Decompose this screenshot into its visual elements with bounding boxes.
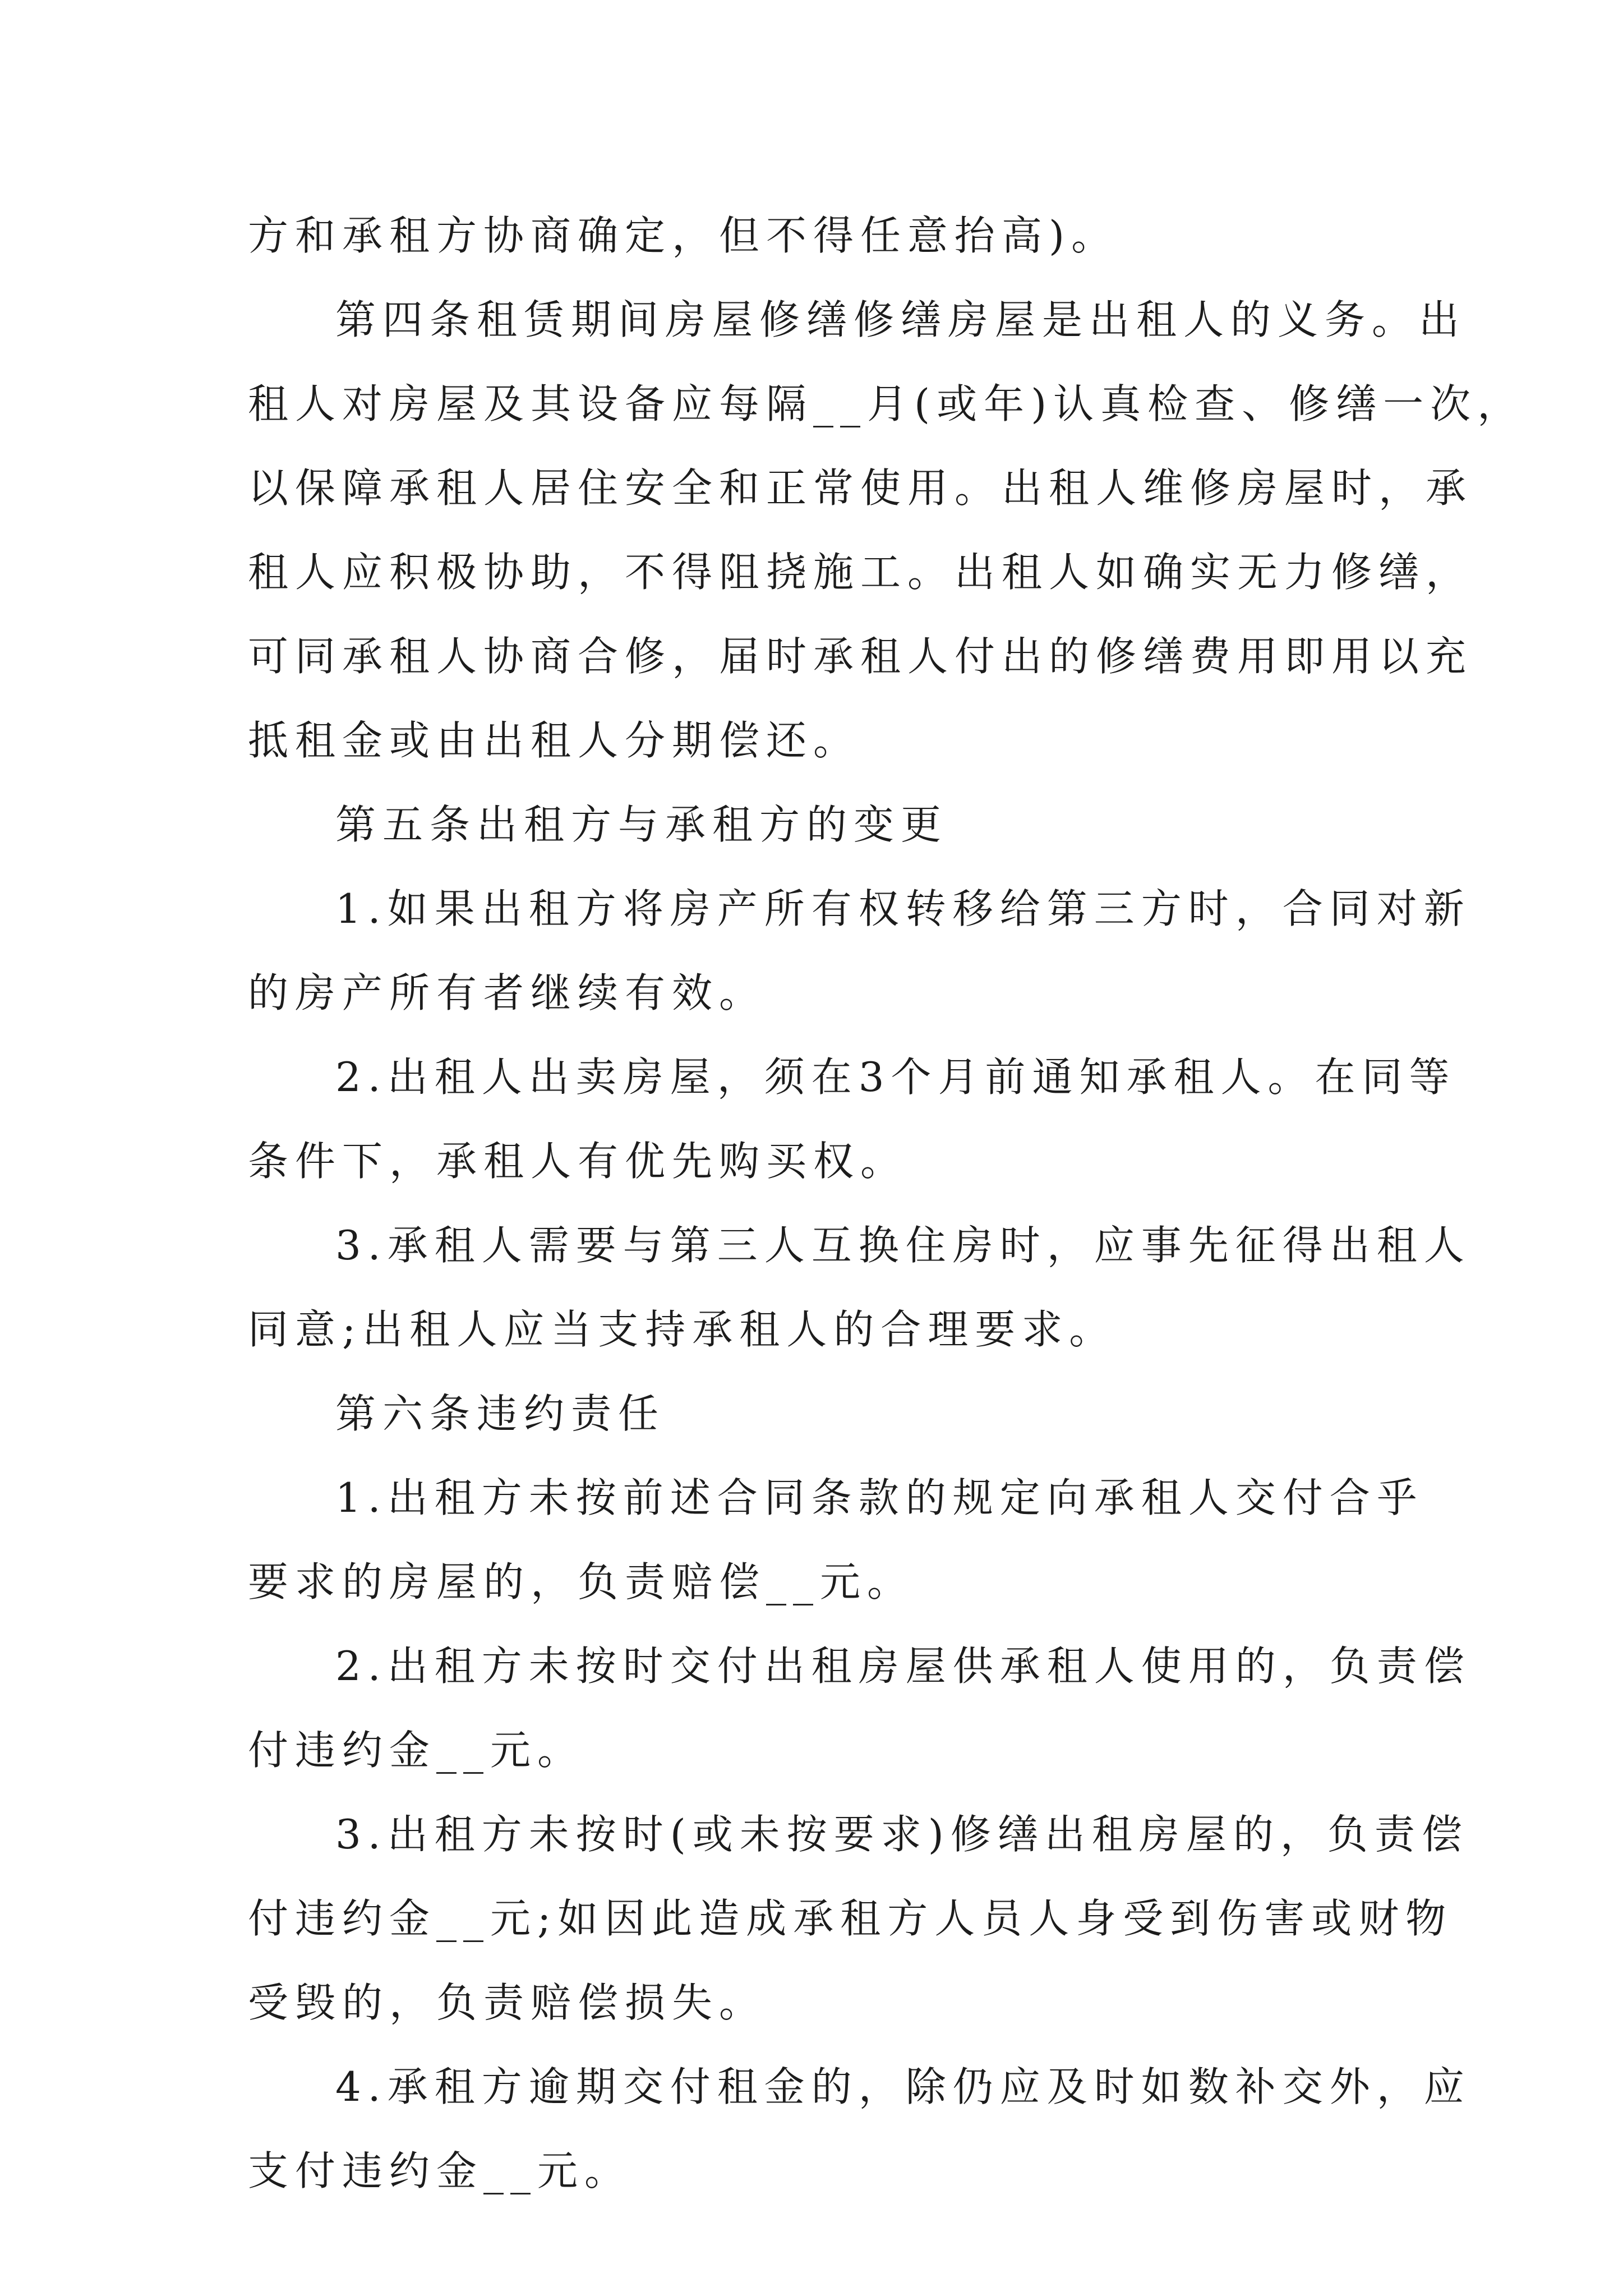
text-line: 4.承租方逾期交付租金的，除仍应及时如数补交外，应: [335, 2063, 1471, 2110]
text-line: 条件下，承租人有优先购买权。: [248, 1138, 908, 1185]
text-line: 租人应积极协助，不得阻挠施工。出租人如确实无力修缮，: [248, 549, 1473, 596]
text-line: 受毁的，负责赔偿损失。: [248, 1979, 767, 2026]
text-line: 抵租金或由出租人分期偿还。: [248, 717, 861, 764]
text-line: 的房产所有者继续有效。: [248, 969, 767, 1016]
text-line: 第四条租赁期间房屋修缮修缮房屋是出租人的义务。出: [335, 296, 1467, 343]
section-heading: 第五条出租方与承租方的变更: [335, 801, 948, 848]
text-line: 付违约金__元;如因此造成承租方人员人身受到伤害或财物: [248, 1895, 1453, 1942]
text-line: 以保障承租人居住安全和正常使用。出租人维修房屋时，承: [248, 464, 1473, 512]
section-heading: 第六条违约责任: [335, 1390, 666, 1437]
text-line: 可同承租人协商合修，届时承租人付出的修缮费用即用以充: [248, 633, 1473, 680]
text-line: 支付违约金__元。: [248, 2147, 632, 2194]
text-line: 同意;出租人应当支持承租人的合理要求。: [248, 1306, 1117, 1353]
text-line: 2.出租人出卖房屋，须在3个月前通知承租人。在同等: [335, 1053, 1456, 1101]
text-line: 付违约金__元。: [248, 1727, 585, 1774]
text-line: 2.出租方未按时交付出租房屋供承租人使用的，负责偿: [335, 1642, 1471, 1690]
text-line: 3.出租方未按时(或未按要求)修缮出租房屋的，负责偿: [335, 1811, 1469, 1858]
text-line: 方和承租方协商确定，但不得任意抬高)。: [248, 212, 1119, 259]
text-line: 1.出租方未按前述合同条款的规定向承租人交付合乎: [335, 1474, 1424, 1521]
text-line: 3.承租人需要与第三人互换住房时，应事先征得出租人: [335, 1222, 1471, 1269]
text-line: 要求的房屋的，负责赔偿__元。: [248, 1558, 915, 1605]
text-line: 1.如果出租方将房产所有权转移给第三方时，合同对新: [335, 885, 1471, 932]
text-line: 租人对房屋及其设备应每隔__月(或年)认真检查、修缮一次，: [248, 380, 1525, 427]
